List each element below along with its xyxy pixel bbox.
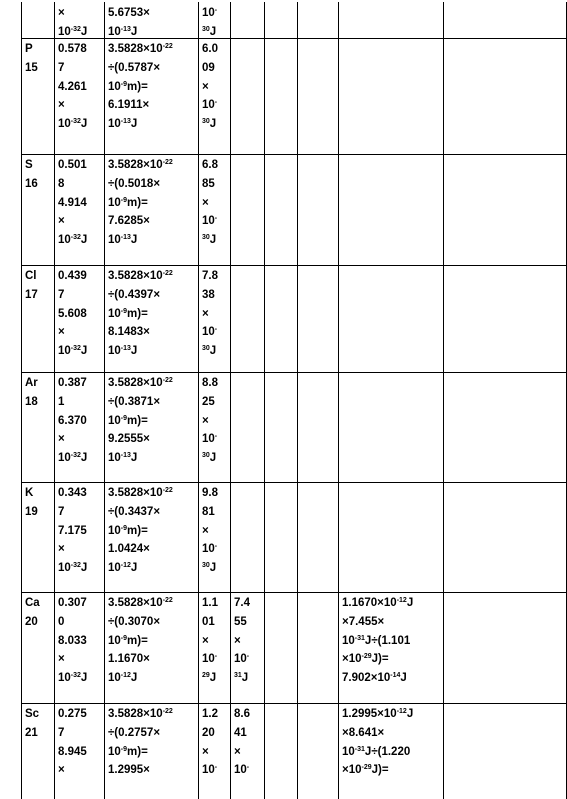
table-cell [338, 38, 443, 154]
table-cell [230, 154, 264, 265]
table-cell [54, 154, 104, 265]
cell-line: $10^{-13}J$ [108, 452, 138, 465]
table-cell [264, 482, 297, 592]
table-cell [230, 703, 264, 799]
cell-line: $10^{-9}m)=$ [108, 745, 148, 758]
table-cell [198, 38, 230, 154]
cell-line: 8 [58, 177, 65, 190]
cell-line: $10^{-9}m)=$ [108, 307, 148, 320]
table-cell [338, 154, 443, 265]
cell-line: $10^{-13}J$ [108, 234, 138, 247]
table-cell [443, 265, 567, 372]
table-cell [21, 703, 54, 799]
table-cell [297, 154, 338, 265]
cell-line: ÷(0.5018× [108, 177, 161, 190]
table-cell [21, 482, 54, 592]
cell-line: 8.033 [58, 634, 87, 647]
table-cell [264, 265, 297, 372]
cell-line: 38 [202, 288, 215, 301]
cell-line: Ar [25, 377, 38, 389]
cell-line: × [58, 99, 65, 112]
table-cell [338, 265, 443, 372]
cell-line: × [58, 764, 65, 777]
cell-line: 7.8 [202, 270, 218, 282]
table-cell [230, 38, 264, 154]
cell-line: 10- [202, 433, 218, 446]
cell-line: × [234, 634, 241, 647]
cell-line: $10^{-13}J$ [108, 345, 138, 358]
table-cell [338, 592, 443, 703]
cell-line: 16 [25, 177, 38, 190]
table-cell [54, 38, 104, 154]
cell-line: 5.608 [58, 307, 87, 320]
table-cell [198, 482, 230, 592]
cell-line: × [202, 196, 209, 209]
table-cell [297, 265, 338, 372]
cell-line: 8.945 [58, 745, 87, 758]
cell-line: 9.8 [202, 487, 218, 499]
table-cell [338, 372, 443, 482]
table-cell [104, 265, 198, 372]
table-cell [21, 38, 54, 154]
cell-line: $3.5828\times 10^{-22}$ [108, 377, 173, 389]
table-cell [230, 372, 264, 482]
cell-line: 10- [202, 215, 218, 228]
cell-line: $7.902\times 10^{-14}J$ [342, 672, 407, 685]
table-cell [104, 2, 198, 38]
cell-line: $^{30}$J [202, 118, 217, 131]
cell-line: 6.1911× [108, 99, 150, 112]
cell-line: 4.261 [58, 80, 87, 93]
cell-line: 0.343 [58, 487, 87, 499]
table-cell [198, 265, 230, 372]
cell-line: S [25, 159, 33, 171]
cell-line: $3.5828\times 10^{-22}$ [108, 708, 173, 720]
cell-line: $10^{-32}J$ [58, 25, 88, 38]
cell-line: 1.2 [202, 708, 218, 720]
cell-line: $10^{-32}J$ [58, 345, 88, 358]
cell-line: 8.8 [202, 377, 218, 389]
cell-line: 7.175 [58, 524, 87, 537]
cell-line: 7.4 [234, 597, 250, 609]
cell-line: 15 [25, 61, 38, 74]
table-cell [21, 265, 54, 372]
cell-line: 09 [202, 61, 215, 74]
cell-line: 10- [202, 7, 218, 19]
table-cell [54, 592, 104, 703]
cell-line: 19 [25, 505, 38, 518]
table-cell [104, 482, 198, 592]
cell-line: $3.5828\times 10^{-22}$ [108, 487, 173, 499]
cell-line: 7 [58, 505, 65, 518]
table-cell [443, 154, 567, 265]
cell-line: $1.2995\times 10^{-12}J$ [342, 708, 414, 720]
cell-line: 81 [202, 505, 215, 518]
cell-line: × [202, 524, 209, 537]
cell-line: × [58, 326, 65, 339]
cell-line: $10^{-12}J$ [108, 672, 138, 685]
table-cell [443, 703, 567, 799]
cell-line: 10- [202, 653, 218, 666]
cell-line: $10^{-9}m)=$ [108, 414, 148, 427]
table-cell [264, 372, 297, 482]
cell-line: × [58, 433, 65, 446]
cell-line: 1.1 [202, 597, 218, 609]
cell-line: × [202, 634, 209, 647]
cell-line: $^{30}$J [202, 452, 217, 465]
table-cell [297, 592, 338, 703]
cell-line: 10- [234, 653, 250, 666]
cell-line: × [58, 653, 65, 666]
cell-line: 01 [202, 615, 215, 628]
table-cell [230, 592, 264, 703]
cell-line: 20 [202, 726, 215, 739]
cell-line: 10- [234, 764, 250, 777]
cell-line: 7 [58, 288, 65, 301]
cell-line: 5.6753× [108, 7, 150, 19]
cell-line: 0 [58, 615, 65, 628]
table-cell [198, 703, 230, 799]
cell-line: $10^{-9}m)=$ [108, 634, 148, 647]
cell-line: $3.5828\times 10^{-22}$ [108, 597, 173, 609]
table-cell [230, 2, 264, 38]
cell-line: 0.307 [58, 597, 87, 609]
cell-line: $^{30}$J [202, 234, 217, 247]
cell-line: 10- [202, 543, 218, 556]
cell-line: × [58, 7, 65, 19]
cell-line: ÷(0.4397× [108, 288, 161, 301]
cell-line: $^{30}$J [202, 345, 217, 358]
cell-line: Sc [25, 708, 40, 720]
table-cell [54, 372, 104, 482]
table-cell [198, 154, 230, 265]
table-cell [104, 154, 198, 265]
table-cell [443, 372, 567, 482]
cell-line: 18 [25, 395, 38, 408]
cell-line: $10^{-9}m)=$ [108, 196, 148, 209]
table-cell [264, 703, 297, 799]
table-cell [443, 2, 567, 38]
cell-line: ×8.641× [342, 726, 385, 739]
cell-line: $3.5828\times 10^{-22}$ [108, 270, 173, 282]
cell-line: 1 [58, 395, 65, 408]
cell-line: × [202, 80, 209, 93]
cell-line: $1.1670\times 10^{-12}J$ [342, 597, 414, 609]
cell-line: $10^{-13}J$ [108, 25, 138, 38]
table-cell [443, 38, 567, 154]
cell-line: $^{30}$J [202, 25, 217, 38]
table-cell [21, 592, 54, 703]
cell-line: 0.501 [58, 159, 87, 171]
cell-line: × [202, 307, 209, 320]
table-cell [104, 372, 198, 482]
table-cell [264, 38, 297, 154]
cell-line: 55 [234, 615, 247, 628]
cell-line: × [234, 745, 241, 758]
table-cell [54, 703, 104, 799]
table-cell [297, 372, 338, 482]
table-cell [198, 2, 230, 38]
table-cell [230, 265, 264, 372]
cell-line: $10^{-32}J$ [58, 562, 88, 575]
table-cell [21, 2, 54, 38]
cell-line: 85 [202, 177, 215, 190]
cell-line: $10^{-32}J$ [58, 452, 88, 465]
cell-line: 1.0424× [108, 543, 150, 556]
cell-line: $^{29}$J [202, 672, 217, 685]
cell-line: × [58, 543, 65, 556]
cell-line: Cl [25, 270, 37, 282]
table-cell [21, 154, 54, 265]
cell-line: 9.2555× [108, 433, 150, 446]
cell-line: ÷(0.3437× [108, 505, 161, 518]
table-cell [198, 592, 230, 703]
cell-line: $10^{-31}J\div(1.220$ [342, 745, 411, 758]
cell-line: 6.8 [202, 159, 218, 171]
cell-line: 10- [202, 764, 218, 777]
cell-line: × [202, 745, 209, 758]
cell-line: 10- [202, 326, 218, 339]
cell-line: × [202, 414, 209, 427]
cell-line: $10^{-32}J$ [58, 118, 88, 131]
table-cell [54, 2, 104, 38]
table-cell [264, 592, 297, 703]
table-cell [230, 482, 264, 592]
cell-line: P [25, 43, 33, 55]
table-cell [338, 482, 443, 592]
table-cell [264, 154, 297, 265]
cell-line: 6.0 [202, 43, 218, 55]
cell-line: ×7.455× [342, 615, 385, 628]
cell-line: $10^{-9}m)=$ [108, 80, 148, 93]
cell-line: ÷(0.2757× [108, 726, 161, 739]
table-cell [443, 592, 567, 703]
table-cell [297, 2, 338, 38]
cell-line: $\times 10^{-29}J)=$ [342, 653, 389, 666]
cell-line: $3.5828\times 10^{-22}$ [108, 159, 173, 171]
table-cell [443, 482, 567, 592]
table-cell [297, 703, 338, 799]
cell-line: 7.6285× [108, 215, 150, 228]
cell-line: $10^{-9}m)=$ [108, 524, 148, 537]
table-cell [264, 2, 297, 38]
cell-line: $10^{-31}J\div(1.101$ [342, 634, 411, 647]
cell-line: 41 [234, 726, 247, 739]
cell-line: 4.914 [58, 196, 87, 209]
cell-line: 10- [202, 99, 218, 112]
cell-line: $10^{-32}J$ [58, 672, 88, 685]
cell-line: 7 [58, 726, 65, 739]
table-cell [198, 372, 230, 482]
cell-line: $10^{-32}J$ [58, 234, 88, 247]
cell-line: 7 [58, 61, 65, 74]
table-cell [54, 265, 104, 372]
cell-line: 20 [25, 615, 38, 628]
table-cell [338, 2, 443, 38]
cell-line: K [25, 487, 34, 499]
cell-line: Ca [25, 597, 40, 609]
cell-line: × [58, 215, 65, 228]
table-cell [104, 38, 198, 154]
cell-line: 0.578 [58, 43, 87, 55]
cell-line: ÷(0.5787× [108, 61, 161, 74]
cell-line: 8.6 [234, 708, 250, 720]
cell-line: 1.1670× [108, 653, 150, 666]
cell-line: 0.387 [58, 377, 87, 389]
cell-line: 0.439 [58, 270, 87, 282]
table-cell [297, 38, 338, 154]
table-cell [104, 703, 198, 799]
cell-line: $10^{-13}J$ [108, 118, 138, 131]
cell-line: $10^{-12}J$ [108, 562, 138, 575]
cell-line: ÷(0.3871× [108, 395, 161, 408]
cell-line: $^{31}$J [234, 672, 249, 685]
cell-line: 17 [25, 288, 38, 301]
table-cell [338, 703, 443, 799]
cell-line: 6.370 [58, 414, 87, 427]
cell-line: 1.2995× [108, 764, 150, 777]
cell-line: $\times 10^{-29}J)=$ [342, 764, 389, 777]
cell-line: $^{30}$J [202, 562, 217, 575]
table-cell [104, 592, 198, 703]
cell-line: ÷(0.3070× [108, 615, 161, 628]
cell-line: 21 [25, 726, 38, 739]
cell-line: $3.5828\times 10^{-22}$ [108, 43, 173, 55]
cell-line: 8.1483× [108, 326, 150, 339]
table-cell [21, 372, 54, 482]
table-cell [54, 482, 104, 592]
table-cell [297, 482, 338, 592]
cell-line: 25 [202, 395, 215, 408]
cell-line: 0.275 [58, 708, 87, 720]
